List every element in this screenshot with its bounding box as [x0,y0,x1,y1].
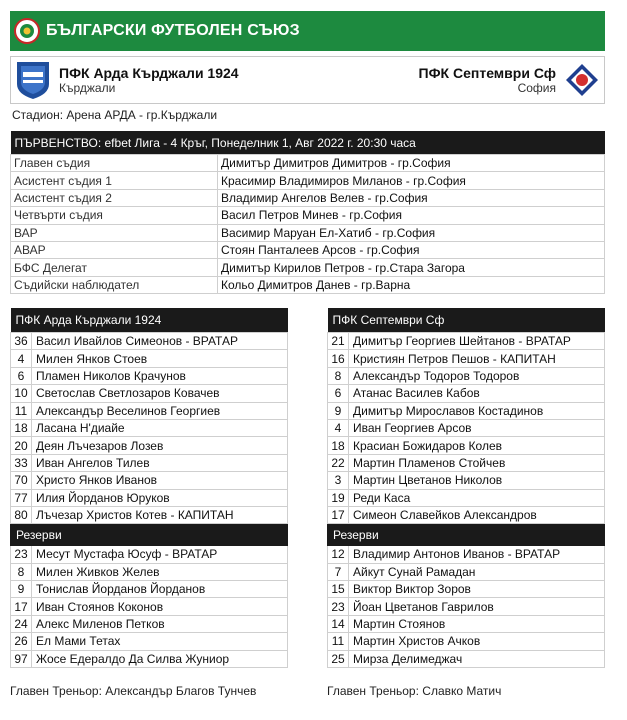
player-name: Тонислав Йорданов Йорданов [32,581,288,598]
player-row [328,350,605,367]
player-name: Ласана Н'диайе [32,419,288,436]
player-name: Алекс Миленов Петков [32,615,288,632]
player-number: 77 [11,489,32,506]
official-role: Четвърти съдия [11,207,218,224]
home-team-city: Кърджали [59,81,116,95]
player-row [328,472,605,489]
player-number: 80 [11,506,32,523]
player-number: 97 [11,650,32,667]
player-name: Иван Стоянов Коконов [32,598,288,615]
player-row [328,385,605,402]
player-row [328,633,605,650]
home-team [15,60,239,100]
player-row [328,546,605,563]
player-name: Христо Янков Иванов [32,472,288,489]
bfu-logo-icon [14,18,40,44]
player-number: 70 [11,472,32,489]
player-name: Реди Каса [349,489,605,506]
player-name: Деян Лъчезаров Лозев [32,437,288,454]
player-name: Александър Тодоров Тодоров [349,367,605,384]
player-row [328,402,605,419]
player-row [328,489,605,506]
official-name: Стоян Панталеев Арсов - гр.София [218,241,605,258]
home-lineup-title: ПФК Арда Кърджали 1924 [11,308,288,333]
player-number: 36 [11,333,32,350]
player-number: 33 [11,454,32,471]
player-name: Мартин Пламенов Стойчев [349,454,605,471]
stadium-label: Стадион: Арена АРДА - гр.Кърджали [12,108,218,122]
official-role: АВАР [11,241,218,258]
player-row [11,437,288,454]
player-row [11,598,288,615]
player-number: 26 [11,633,32,650]
official-row [11,172,605,189]
arda-crest-icon [15,60,51,100]
official-role: Асистент съдия 1 [11,172,218,189]
player-number: 22 [328,454,349,471]
player-row [328,454,605,471]
home-team-name: ПФК Арда Кърджали 1924 [59,65,239,81]
official-name: Владимир Ангелов Велев - гр.София [218,189,605,206]
official-name: Кольо Димитров Данев - гр.Варна [218,276,605,293]
official-role: ВАР [11,224,218,241]
player-number: 24 [11,615,32,632]
official-row [11,207,605,224]
player-number: 7 [328,563,349,580]
official-name: Васимир Маруан Ел-Хатиб - гр.София [218,224,605,241]
player-row [328,563,605,580]
player-row [328,598,605,615]
player-row [328,506,605,523]
player-number: 15 [328,581,349,598]
player-name: Димитър Георгиев Шейтанов - ВРАТАР [349,333,605,350]
away-coach: Главен Треньор: Славко Матич [327,684,502,698]
official-name: Димитър Димитров Димитров - гр.София [218,155,605,172]
player-name: Пламен Николов Крачунов [32,367,288,384]
player-number: 23 [11,546,32,563]
player-row [11,615,288,632]
player-name: Мирза Делимеджач [349,650,605,667]
player-name: Кристиян Петров Пешов - КАПИТАН [349,350,605,367]
player-name: Мартин Христов Ачков [349,633,605,650]
home-lineup-table [10,308,288,668]
player-row [11,367,288,384]
player-number: 3 [328,472,349,489]
player-name: Айкут Сунай Рамадан [349,563,605,580]
player-number: 14 [328,615,349,632]
player-name: Йоан Цветанов Гаврилов [349,598,605,615]
player-name: Ел Мами Тетах [32,633,288,650]
away-team [419,60,600,100]
player-row [328,333,605,350]
player-row [11,402,288,419]
player-row [328,437,605,454]
competition-header: ПЪРВЕНСТВО: efbet Лига - 4 Кръг, Понеделник 1, Авг 2022 г. 20:30 часа [11,131,605,155]
player-number: 21 [328,333,349,350]
away-lineup-table [327,308,605,668]
official-name: Димитър Кирилов Петров - гр.Стара Загора [218,259,605,276]
player-name: Илия Йорданов Юруков [32,489,288,506]
player-number: 11 [328,633,349,650]
away-reserves-header: Резерви [328,524,605,546]
player-number: 9 [328,402,349,419]
official-role: Асистент съдия 2 [11,189,218,206]
player-name: Красиан Божидаров Колев [349,437,605,454]
player-name: Мартин Стоянов [349,615,605,632]
player-number: 9 [11,581,32,598]
player-row [11,385,288,402]
player-row [11,546,288,563]
player-number: 17 [11,598,32,615]
federation-title: БЪЛГАРСКИ ФУТБОЛЕН СЪЮЗ [46,22,300,39]
federation-header [10,11,605,51]
official-name: Васил Петров Минев - гр.София [218,207,605,224]
player-name: Лъчезар Христов Котев - КАПИТАН [32,506,288,523]
player-row [328,367,605,384]
player-number: 10 [11,385,32,402]
player-name: Жосе Едералдо Да Силва Жуниор [32,650,288,667]
player-row [11,472,288,489]
player-row [11,333,288,350]
player-number: 4 [328,419,349,436]
away-team-name: ПФК Септември Сф [418,65,556,81]
player-row [11,454,288,471]
player-name: Симеон Славейков Александров [349,506,605,523]
player-number: 4 [11,350,32,367]
player-number: 17 [328,506,349,523]
player-name: Виктор Виктор Зоров [349,581,605,598]
player-row [11,350,288,367]
away-lineup-title: ПФК Септември Сф [328,308,605,333]
player-name: Месут Мустафа Юсуф - ВРАТАР [32,546,288,563]
player-number: 19 [328,489,349,506]
player-number: 12 [328,546,349,563]
official-row [11,224,605,241]
player-name: Димитър Мирославов Костадинов [349,402,605,419]
player-name: Светослав Светлозаров Ковачев [32,385,288,402]
player-row [328,419,605,436]
home-coach: Главен Треньор: Александър Благов Тунчев [10,684,257,698]
septemvri-crest-icon [564,60,600,100]
player-name: Милен Янков Стоев [32,350,288,367]
player-name: Мартин Цветанов Николов [349,472,605,489]
official-row [11,276,605,293]
player-name: Атанас Василев Кабов [349,385,605,402]
official-role: БФС Делегат [11,259,218,276]
official-row [11,259,605,276]
player-number: 8 [11,563,32,580]
player-row [11,633,288,650]
player-number: 11 [11,402,32,419]
player-row [328,650,605,667]
official-role: Съдийски наблюдател [11,276,218,293]
player-row [11,489,288,506]
player-row [11,581,288,598]
player-row [328,581,605,598]
officials-table [10,131,605,294]
player-name: Александър Веселинов Георгиев [32,402,288,419]
player-number: 23 [328,598,349,615]
player-row [328,615,605,632]
player-name: Милен Живков Желев [32,563,288,580]
player-name: Иван Ангелов Тилев [32,454,288,471]
official-row [11,189,605,206]
official-role: Главен съдия [11,155,218,172]
player-row [11,563,288,580]
player-number: 18 [328,437,349,454]
player-name: Васил Ивайлов Симеонов - ВРАТАР [32,333,288,350]
player-row [11,506,288,523]
player-number: 6 [11,367,32,384]
home-reserves-header: Резерви [11,524,288,546]
player-name: Иван Георгиев Арсов [349,419,605,436]
player-number: 25 [328,650,349,667]
player-number: 20 [11,437,32,454]
player-number: 6 [328,385,349,402]
player-row [11,650,288,667]
match-teams [10,56,605,104]
player-row [11,419,288,436]
official-name: Красимир Владимиров Миланов - гр.София [218,172,605,189]
official-row [11,241,605,258]
official-row [11,155,605,172]
player-number: 16 [328,350,349,367]
away-team-city: София [517,81,556,95]
player-number: 8 [328,367,349,384]
player-number: 18 [11,419,32,436]
player-name: Владимир Антонов Иванов - ВРАТАР [349,546,605,563]
